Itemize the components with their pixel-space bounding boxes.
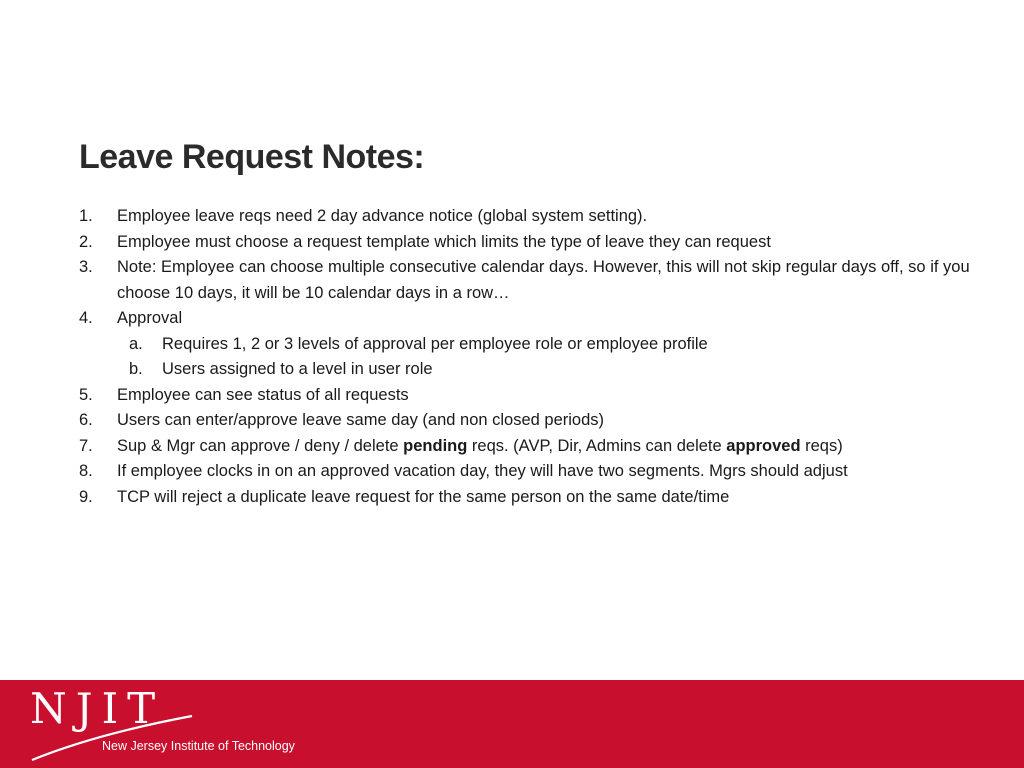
list-item-text-part: Employee must choose a request template which limits the type of leave they can request bbox=[117, 232, 771, 251]
list-item bbox=[79, 383, 979, 409]
list-item-text-part: Sup & Mgr can approve / deny / delete bbox=[117, 436, 404, 455]
list-item bbox=[79, 459, 979, 485]
list-item-number: 7. bbox=[79, 436, 93, 455]
list-item-text bbox=[117, 459, 979, 485]
list-item-text-part: Note: Employee can choose multiple consecutive calendar days. However, this will not skip regular days off, so if you choose 10 days, it will be 10 calendar days in a row… bbox=[117, 258, 970, 302]
list-item-text-part: Employee can see status of all requests bbox=[117, 385, 409, 404]
sub-list-item bbox=[79, 357, 979, 383]
list-item bbox=[79, 230, 979, 256]
slide-title: Leave Request Notes: bbox=[79, 138, 425, 176]
logo-letters: NJIT bbox=[30, 684, 165, 733]
list-item-number: 5. bbox=[79, 385, 93, 404]
list-item-number: 3. bbox=[79, 258, 93, 276]
list-item-text bbox=[117, 434, 979, 460]
list-item-text-part: reqs) bbox=[800, 436, 843, 455]
list-item-text-part: TCP will reject a duplicate leave request for the same person on the same date/time bbox=[117, 487, 730, 506]
sub-list-item-letter: b. bbox=[129, 360, 143, 378]
list-item bbox=[79, 408, 979, 434]
list-item-text bbox=[117, 306, 979, 332]
list-item-number: 9. bbox=[79, 487, 93, 506]
list-item-text-part: Employee leave reqs need 2 day advance notice (global system setting). bbox=[117, 207, 648, 225]
list-item-number: 1. bbox=[79, 207, 93, 225]
list-item-text bbox=[117, 230, 979, 256]
footer-bar bbox=[0, 680, 1024, 768]
list-item-text-part: Users can enter/approve leave same day (and non closed periods) bbox=[117, 411, 605, 429]
list-item bbox=[79, 434, 979, 460]
list-item-text-part: reqs. (AVP, Dir, Admins can delete bbox=[467, 436, 727, 455]
list-item bbox=[79, 485, 979, 511]
list-item-number: 4. bbox=[79, 309, 93, 327]
sub-list-item bbox=[79, 332, 979, 358]
emphasis-text: pending bbox=[403, 436, 468, 455]
list-item-text bbox=[117, 485, 979, 511]
list-item bbox=[79, 306, 979, 332]
sub-list-item-letter: a. bbox=[129, 334, 143, 353]
notes-list bbox=[79, 204, 979, 510]
sub-list-item-text: Users assigned to a level in user role bbox=[162, 360, 433, 378]
list-item-text bbox=[117, 383, 979, 409]
emphasis-text: approved bbox=[726, 436, 801, 455]
list-item-text-part: Approval bbox=[117, 309, 183, 327]
list-item-text-part: If employee clocks in on an approved vacation day, they will have two segments. Mgrs should adjust bbox=[117, 462, 848, 480]
list-item-number: 6. bbox=[79, 411, 93, 429]
list-item-text bbox=[117, 204, 979, 230]
list-item-text bbox=[117, 255, 979, 306]
list-item bbox=[79, 255, 979, 306]
list-item-text bbox=[117, 408, 979, 434]
logo-subtitle: New Jersey Institute of Technology bbox=[102, 739, 295, 753]
list-item-number: 2. bbox=[79, 232, 93, 251]
list-item-number: 8. bbox=[79, 462, 93, 480]
sub-list-item-text: Requires 1, 2 or 3 levels of approval per employee role or employee profile bbox=[162, 334, 708, 353]
list-item bbox=[79, 204, 979, 230]
njit-logo bbox=[26, 684, 326, 764]
